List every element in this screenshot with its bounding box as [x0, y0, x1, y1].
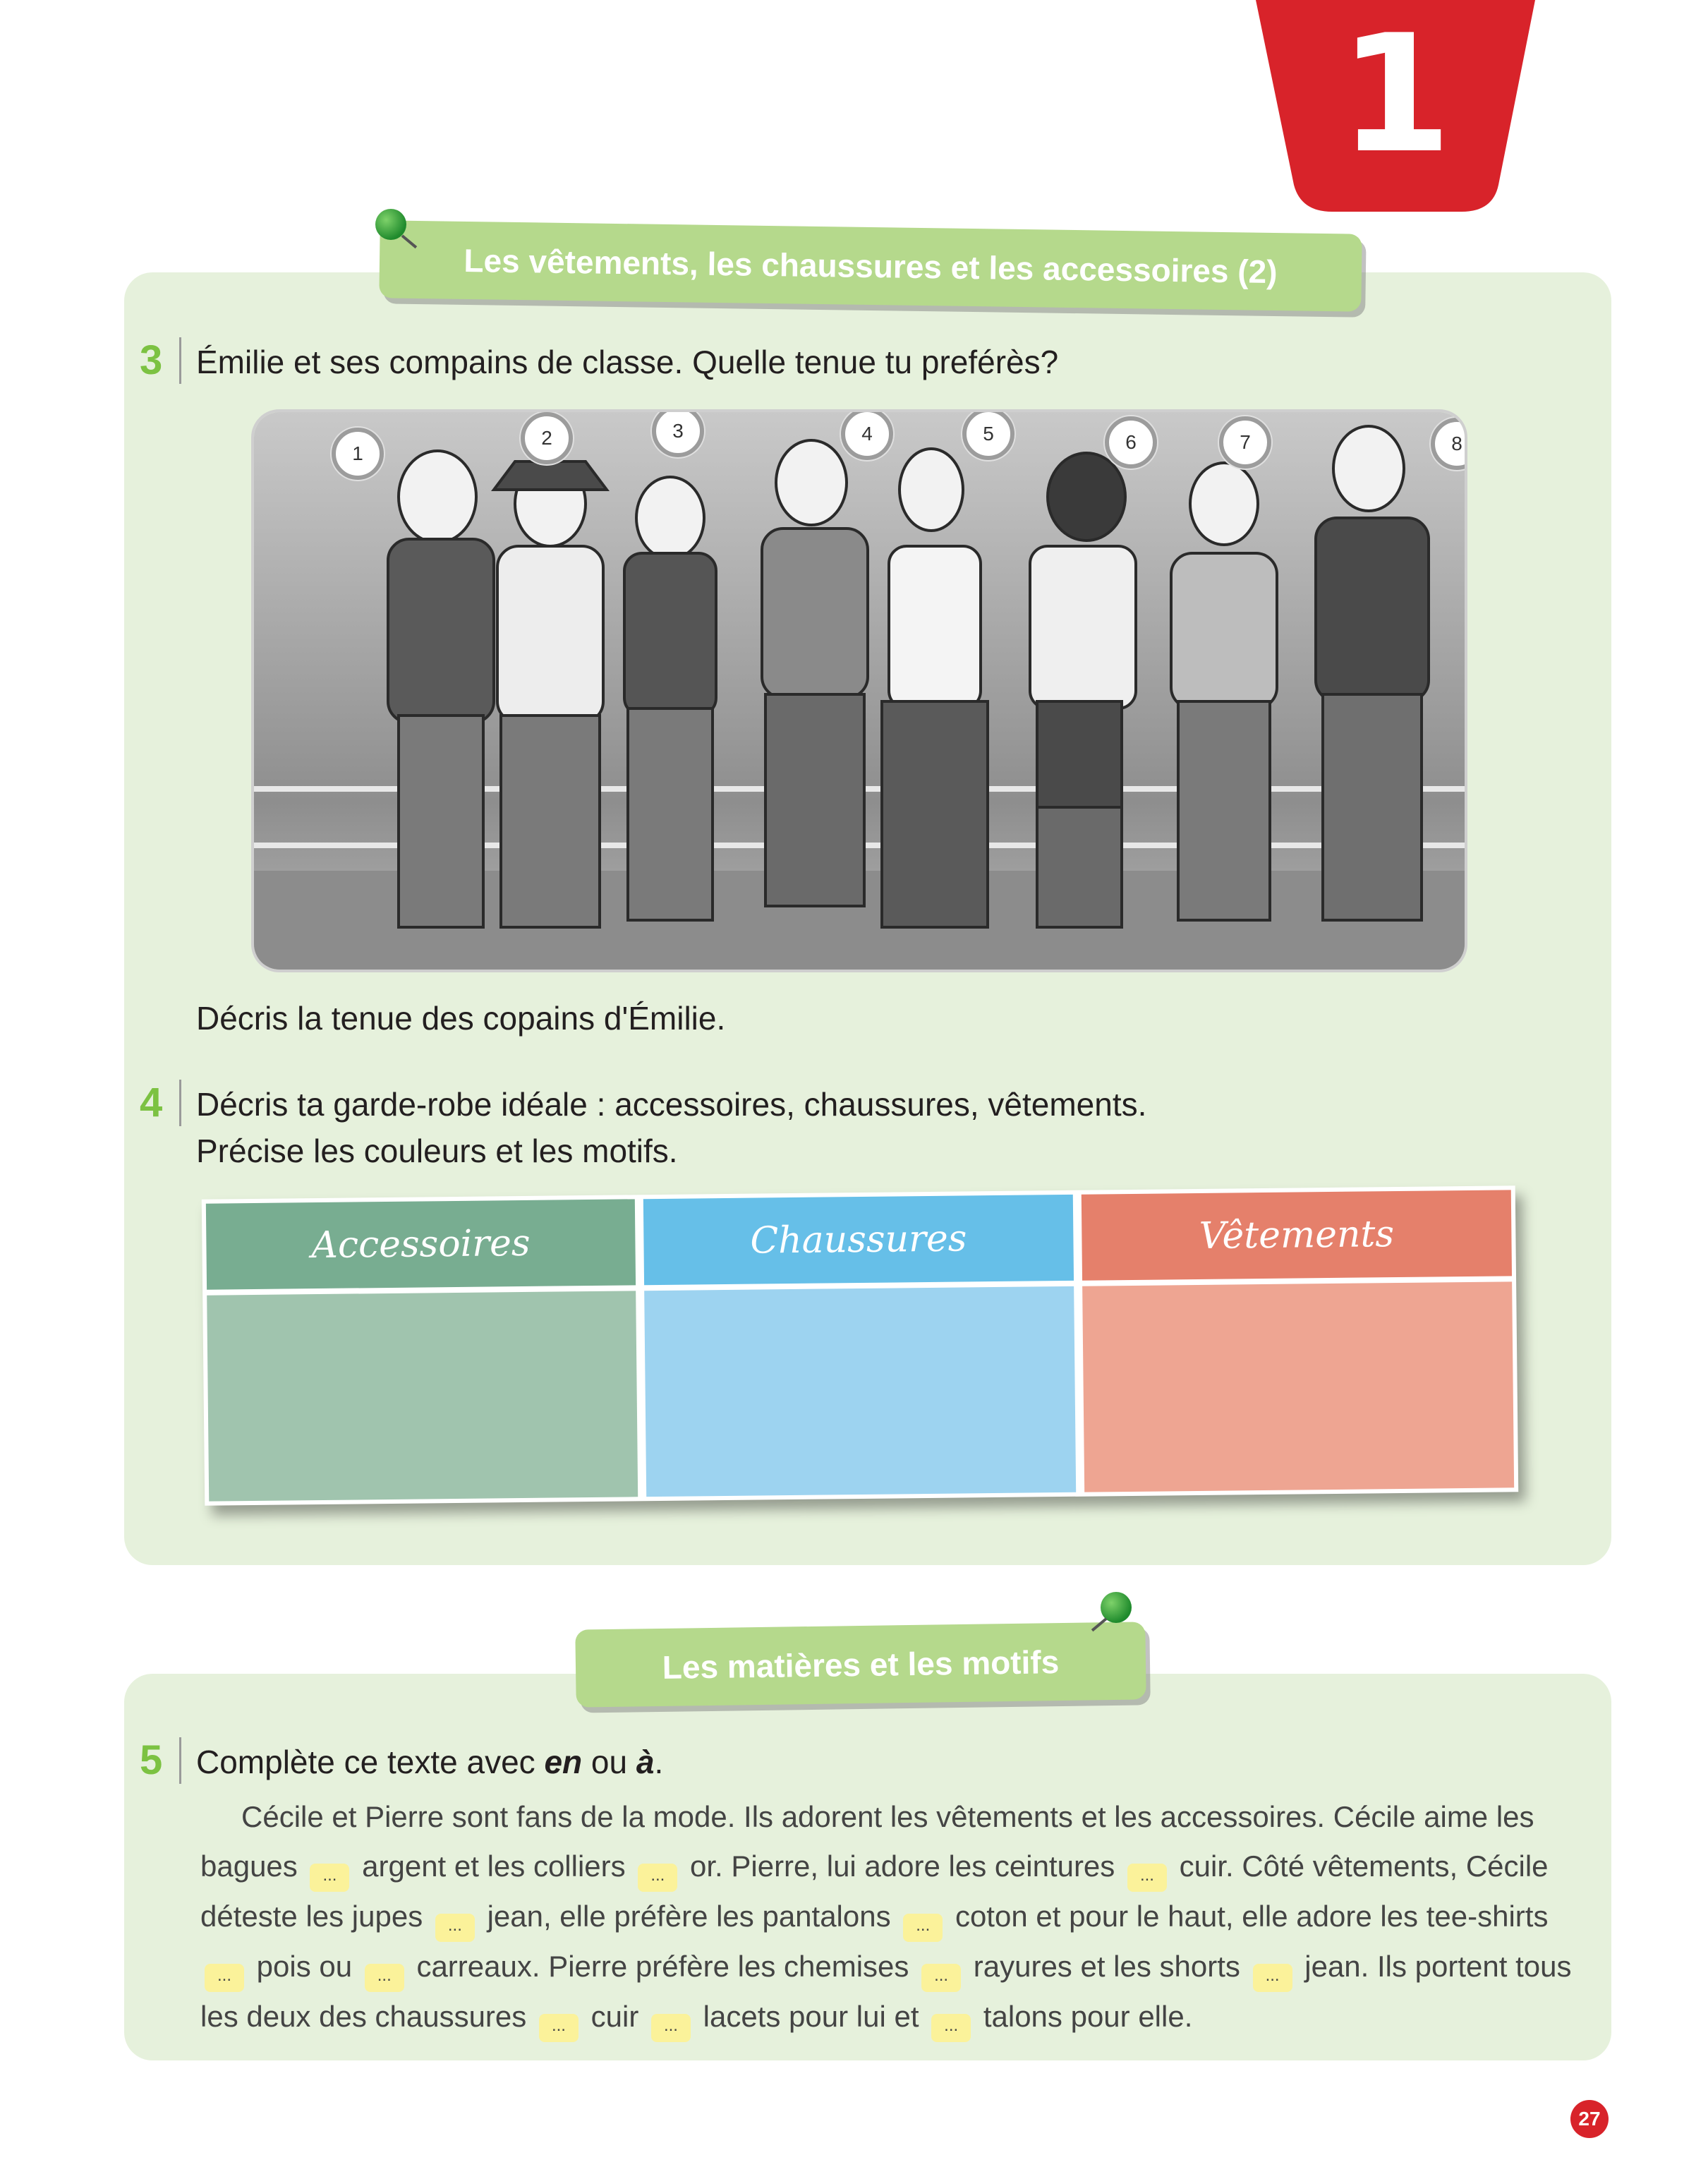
column-header: Vêtements — [1082, 1190, 1512, 1280]
column-header: Accessoires — [206, 1199, 636, 1289]
figure-number-badge: 5 — [962, 409, 1014, 460]
chapter-number: 1 — [1338, 1, 1453, 189]
prompt-text: ou — [582, 1744, 636, 1780]
fill-in-paragraph — [200, 1792, 1583, 2042]
text-segment: argent et les colliers — [362, 1849, 626, 1883]
exercise-divider — [179, 1737, 181, 1784]
figure-number-badge: 4 — [841, 409, 893, 460]
exercise-number: 5 — [140, 1737, 163, 1783]
group-of-teenagers-illustration — [251, 409, 1467, 972]
fill-blank[interactable]: ... — [205, 1964, 244, 1992]
text-segment: lacets pour lui et — [703, 2000, 919, 2033]
fill-blank[interactable]: ... — [931, 2014, 971, 2042]
fill-blank[interactable]: ... — [638, 1864, 677, 1892]
pushpin-icon — [1101, 1592, 1143, 1634]
chapter-tab — [1250, 0, 1541, 220]
figure-number-badge: 6 — [1105, 416, 1157, 469]
text-segment: or. Pierre, lui adore les ceintures — [690, 1849, 1115, 1883]
fill-blank[interactable]: ... — [921, 1964, 961, 1992]
prompt-text: . — [654, 1744, 664, 1780]
column-writing-area[interactable] — [207, 1291, 638, 1501]
text-segment: jean, elle préfère les pantalons — [487, 1900, 891, 1933]
text-segment: talons pour elle. — [983, 2000, 1193, 2033]
text-segment: carreaux. Pierre préfère les chemises — [416, 1950, 909, 1983]
text-segment: pois ou — [256, 1950, 353, 1983]
pushpin-icon — [375, 209, 418, 251]
exercise-prompt-line1: Décris ta garde-robe idéale : accessoires, chaussures, vêtements. — [196, 1086, 1147, 1123]
page-number: 27 — [1570, 2100, 1609, 2138]
fill-blank[interactable]: ... — [365, 1964, 404, 1992]
column-accessoires — [202, 1195, 643, 1505]
wardrobe-table — [202, 1185, 1518, 1505]
text-segment: cuir. Côté vêtements, Cécile déteste les jupes — [200, 1849, 1549, 1933]
exercise-divider — [179, 337, 181, 384]
section-banner-vetements — [379, 220, 1362, 311]
text-segment: jean. Ils portent tous les deux des chaussures — [200, 1950, 1572, 2033]
fill-blank[interactable]: ... — [310, 1864, 349, 1892]
figure-number-badge: 3 — [652, 409, 704, 457]
text-segment: rayures et les shorts — [973, 1950, 1240, 1983]
exercise-prompt: Émilie et ses compains de classe. Quelle tenue tu preférès? — [196, 344, 1059, 380]
text-segment: coton et pour le haut, elle adore les tee-shirts — [955, 1900, 1549, 1933]
fill-blank[interactable]: ... — [1127, 1864, 1167, 1892]
prompt-word-a: à — [636, 1744, 655, 1780]
exercise-prompt-line2: Précise les couleurs et les motifs. — [196, 1133, 678, 1169]
fill-blank[interactable]: ... — [435, 1914, 475, 1942]
fill-blank[interactable]: ... — [539, 2014, 579, 2042]
section-title: Les vêtements, les chaussures et les accessoires (2) — [464, 241, 1278, 291]
section-title: Les matières et les motifs — [662, 1643, 1060, 1686]
exercise-divider — [179, 1080, 181, 1126]
column-vetements — [1077, 1185, 1519, 1496]
illustration-drawing — [254, 412, 1465, 970]
column-writing-area[interactable] — [644, 1286, 1076, 1497]
fill-blank[interactable]: ... — [903, 1914, 943, 1942]
column-chaussures — [639, 1190, 1081, 1501]
fill-blank[interactable]: ... — [651, 2014, 691, 2042]
exercise-number: 4 — [140, 1080, 163, 1125]
fill-blank[interactable]: ... — [1253, 1964, 1292, 1992]
section-banner-matieres — [575, 1622, 1146, 1707]
column-writing-area[interactable] — [1082, 1281, 1514, 1492]
figure-number-badge: 8 — [1431, 418, 1467, 470]
column-header: Chaussures — [643, 1195, 1074, 1285]
prompt-word-en: en — [544, 1744, 583, 1780]
exercise-prompt — [196, 1739, 663, 1785]
figure-number-badge: 1 — [332, 428, 384, 480]
text-segment: Cécile et Pierre sont fans de la mode. Ils adorent les vêtements et les accessoires. Cécile aime les bagues — [200, 1800, 1534, 1883]
figure-number-badge: 2 — [521, 412, 573, 464]
figure-number-badge: 7 — [1219, 416, 1271, 469]
exercise-number: 3 — [140, 337, 163, 383]
text-segment: cuir — [590, 2000, 639, 2033]
prompt-text: Complète ce texte avec — [196, 1744, 545, 1780]
exercise-instruction: Décris la tenue des copains d'Émilie. — [196, 1000, 726, 1037]
